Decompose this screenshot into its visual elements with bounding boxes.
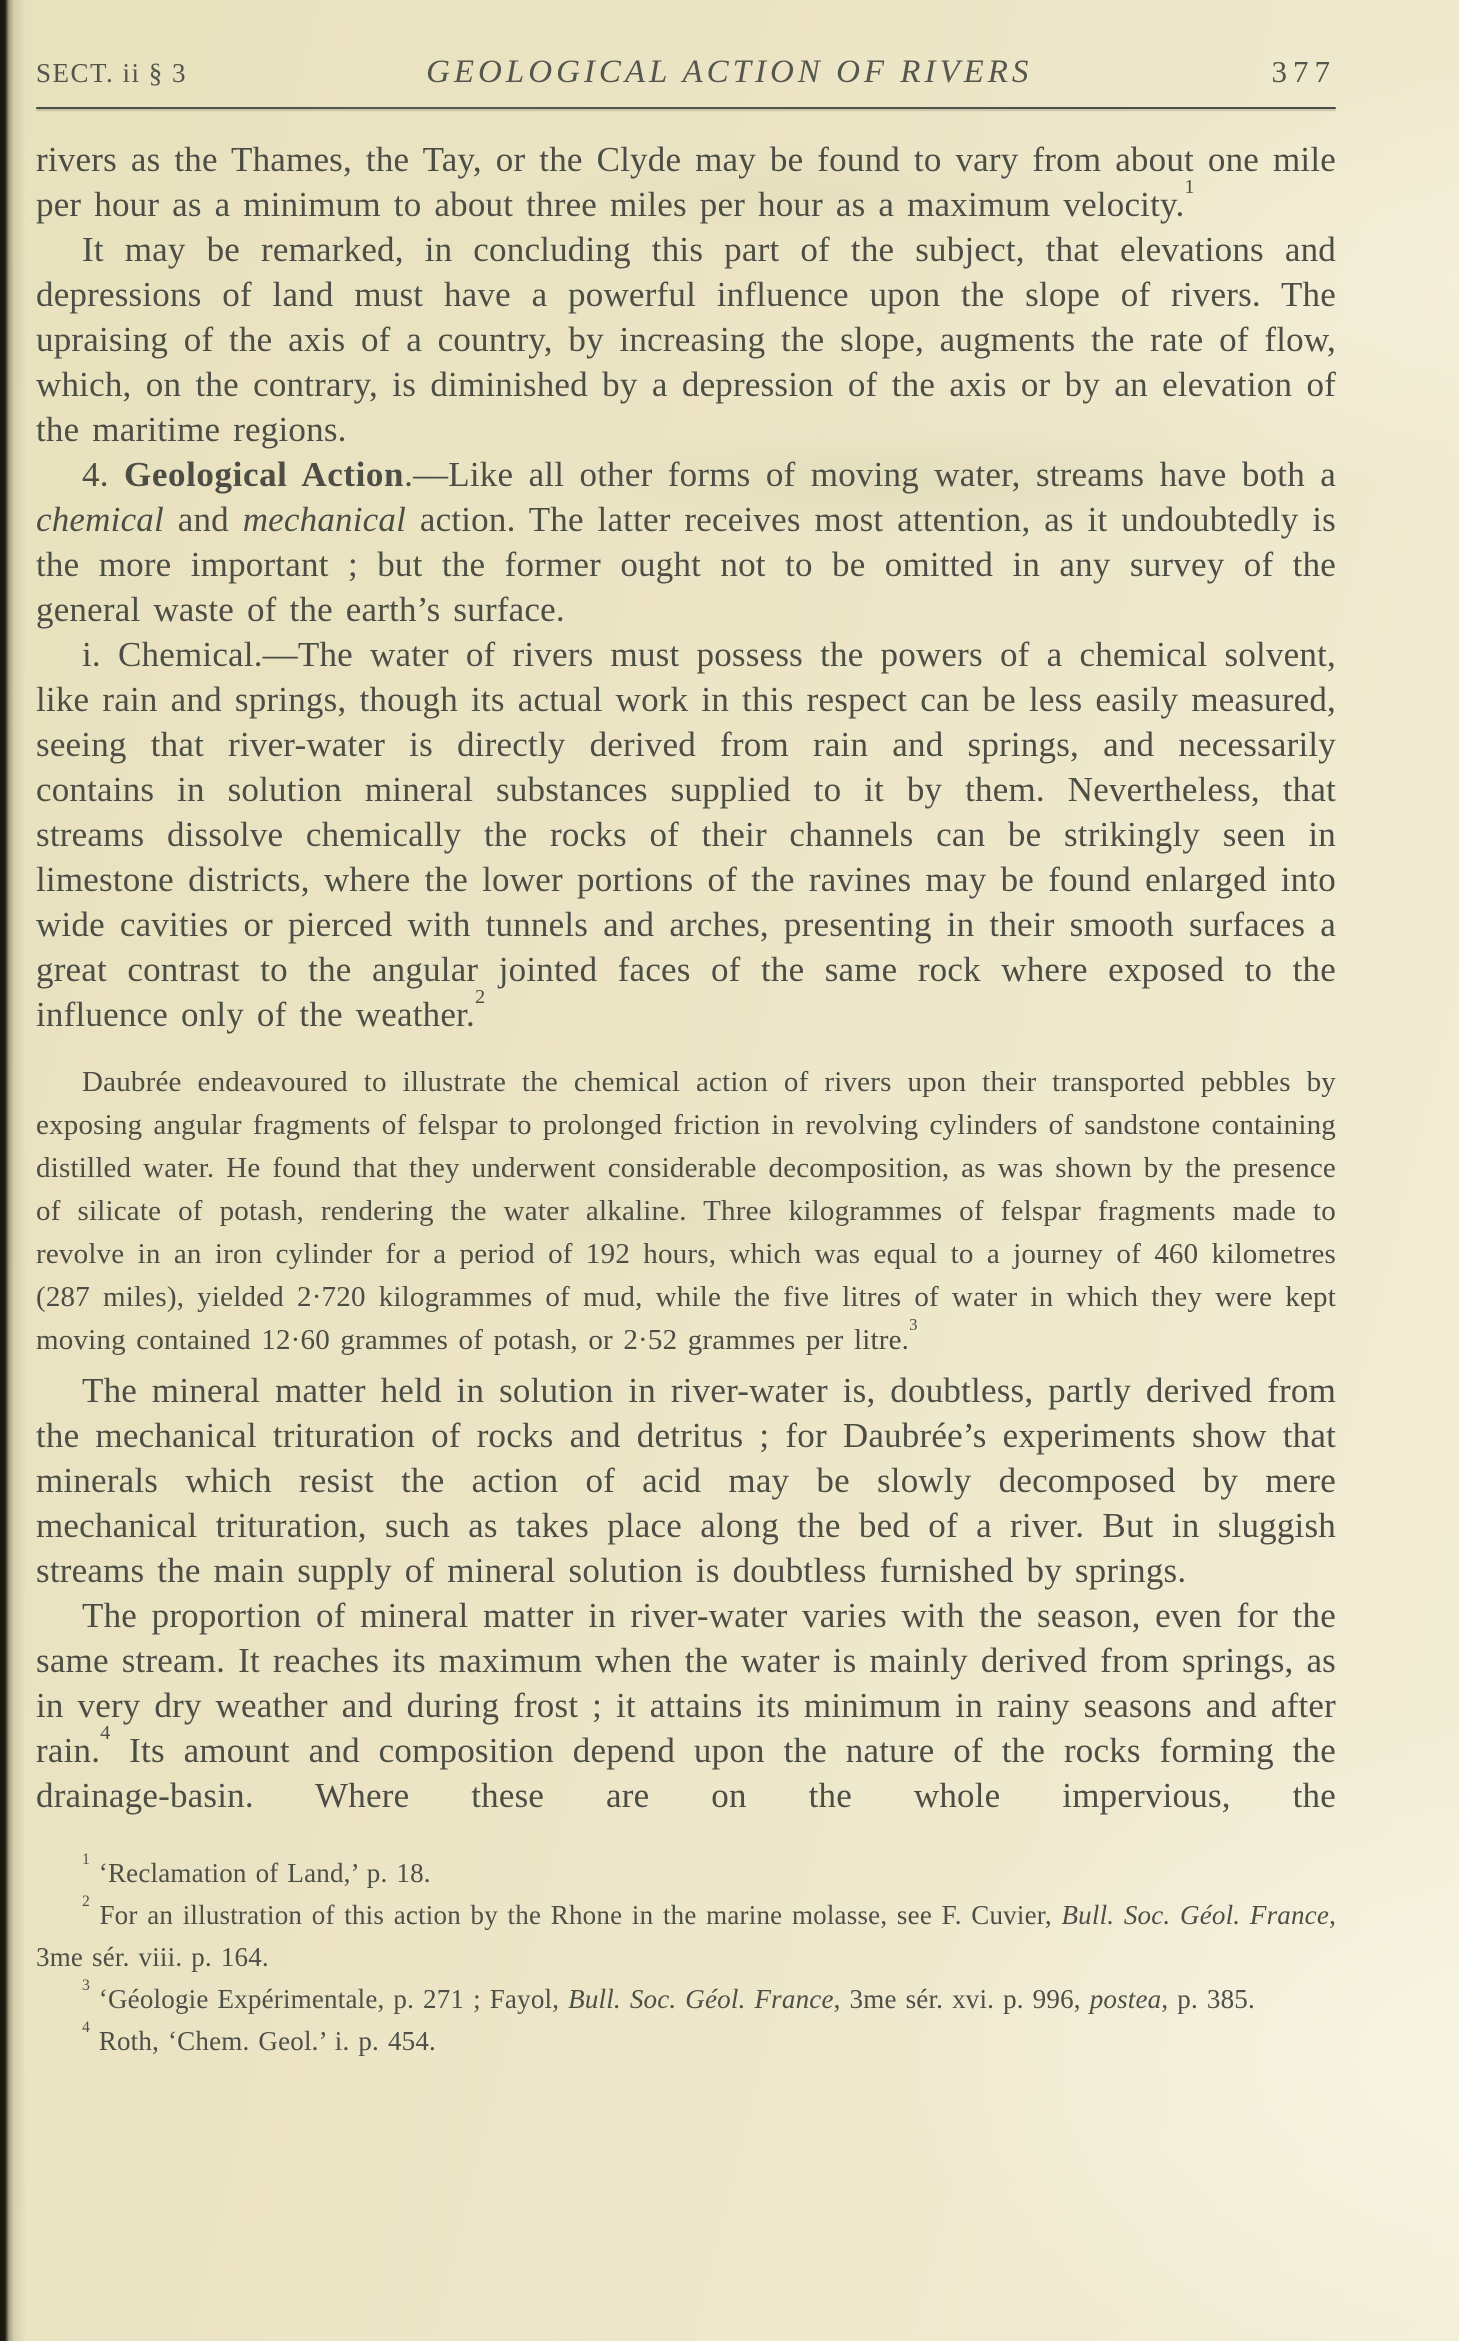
- footnote-marker: 1: [1184, 176, 1195, 199]
- paragraph: rivers as the Thames, the Tay, or the Clyde may be found to vary from about one mile per hour as a minimum to about three miles per hour as a maximum velocity.$^1$: [36, 140, 1336, 224]
- small-print-paragraph: Daubrée endeavoured to illustrate the chemical action of rivers upon their transported pebbles by exposing angular fragments of felspar to prolonged friction in revolving cylinders of sandstone containing distilled water. He found that they underwent considerable decomposition, as was shown by the presence of silicate of potash, rendering the water alkaline. Three kilogrammes of felspar fragments made to revolve in an iron cylinder for a period of 192 hours, which was equal to a journey of 460 kilometres (287 miles), yielded 2·720 kilogrammes of mud, while the five litres of water in which they were kept moving contained 12·60 grammes of potash, or 2·52 grammes per litre.$^3$: [36, 1066, 1336, 1356]
- italic-text: chemical: [36, 500, 164, 539]
- page-number: 377: [1271, 54, 1336, 89]
- footnote-marker: 3: [82, 1977, 90, 1995]
- section-label: SECT. ii § 3: [36, 58, 188, 88]
- footnotes: [36, 1852, 1336, 2062]
- paragraph: The proportion of mineral matter in river-water varies with the season, even for the same stream. It reaches its maximum when the water is mainly derived from springs, as in very dry weather and during frost ; it attains its minimum in rainy seasons and after rain.$^4$ Its amount and composition depend upon the nature of the rocks forming the drainage-basin. Where these are on the whole impervious, the: [36, 1596, 1336, 1815]
- footnote-marker: 3: [909, 1314, 918, 1334]
- italic-text: Bull. Soc. Géol. France: [568, 1984, 834, 2014]
- footnote: $^1$ ‘Reclamation of Land,’ p. 18.: [82, 1851, 431, 1888]
- paragraph: The mineral matter held in solution in river-water is, doubtless, partly derived from the mechanical trituration of rocks and detritus ; for Daubrée’s experiments show that minerals which resist the action of acid may be slowly decomposed by mere mechanical trituration, such as takes place along the bed of a river. But in sluggish streams the main supply of mineral solution is doubtless furnished by springs.: [36, 1371, 1336, 1590]
- small-print-note: [36, 1061, 1336, 1362]
- running-header: [36, 0, 1336, 91]
- main-text: [36, 137, 1336, 1037]
- page-title: GEOLOGICAL ACTION OF RIVERS: [426, 54, 1033, 90]
- footnote-marker: 1: [82, 1851, 90, 1869]
- bold-text: Geological Action: [124, 455, 405, 494]
- italic-text: mechanical: [242, 500, 407, 539]
- footnote-marker: 4: [100, 1722, 111, 1745]
- main-text-continued: [36, 1368, 1336, 1818]
- footnote-marker: 2: [474, 986, 486, 1009]
- footnote: $^3$ ‘Géologie Expérimentale, p. 271 ; Fayol, Bull. Soc. Géol. France, 3me sér. xvi. p. 996, postea, p. 385.: [82, 1977, 1255, 2014]
- footnote: $^4$ Roth, ‘Chem. Geol.’ i. p. 454.: [82, 2019, 436, 2056]
- footnote: $^2$ For an illustration of this action by the Rhone in the marine molasse, see F. Cuvier, Bull. Soc. Géol. France, 3me sér. viii. p. 164.: [36, 1893, 1337, 1972]
- footnote-marker: 4: [82, 2019, 90, 2037]
- paragraph: 4. Geological Action.—Like all other forms of moving water, streams have both a chemical and mechanical action. The latter receives most attention, as it undoubtedly is the more important ; but the former ought not to be omitted in any survey of the general waste of the earth’s surface.: [36, 455, 1337, 629]
- paragraph: i. Chemical.—The water of rivers must possess the powers of a chemical solvent, like rain and springs, though its actual work in this respect can be less easily measured, seeing that river-water is directly derived from rain and springs, and necessarily contains in solution mineral substances supplied to it by them. Nevertheless, that streams dissolve chemically the rocks of their channels can be strikingly seen in limestone districts, where the lower portions of the ravines may be found enlarged into wide cavities or pierced with tunnels and arches, presenting in their smooth surfaces a great contrast to the angular jointed faces of the same rock where exposed to the influence only of the weather.$^2$: [36, 635, 1336, 1034]
- footnote-marker: 2: [82, 1893, 90, 1911]
- italic-text: postea: [1089, 1984, 1162, 2014]
- page-content: [36, 0, 1336, 2062]
- header-rule: [36, 107, 1336, 109]
- italic-text: Bull. Soc. Géol. France: [1061, 1900, 1330, 1930]
- paragraph: It may be remarked, in concluding this part of the subject, that elevations and depressions of land must have a powerful influence upon the slope of rivers. The upraising of the axis of a country, by increasing the slope, augments the rate of flow, which, on the contrary, is diminished by a depression of the axis or by an elevation of the maritime regions.: [36, 230, 1336, 449]
- binding-shadow: [0, 0, 26, 2341]
